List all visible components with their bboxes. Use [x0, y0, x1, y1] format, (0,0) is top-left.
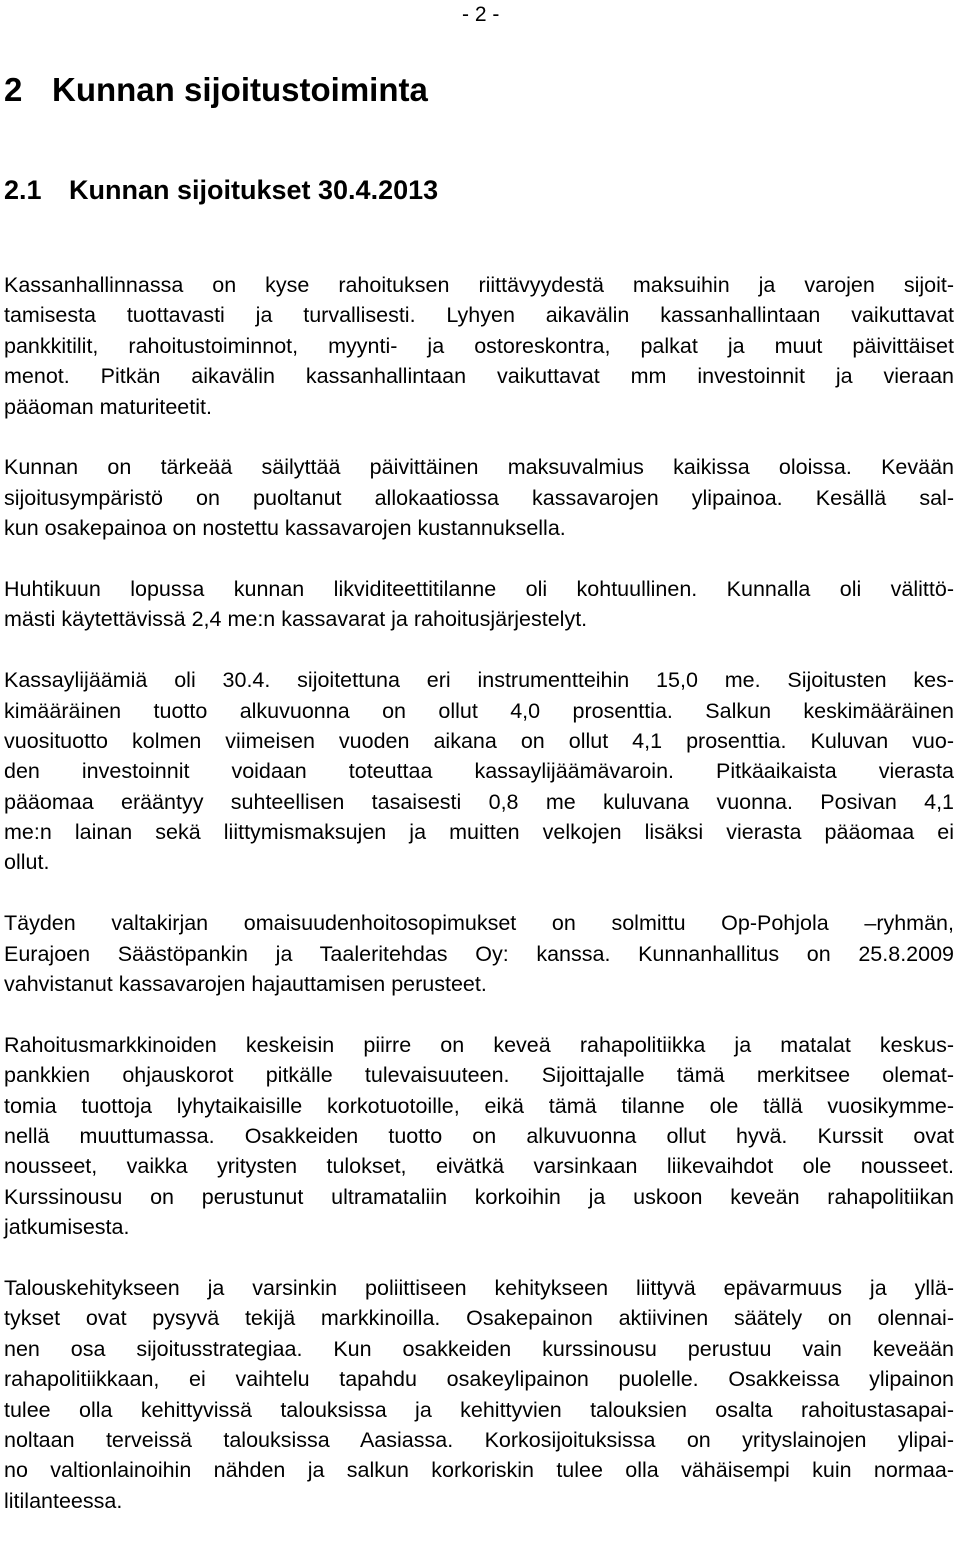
text-line: nellä muuttumassa. Osakkeiden tuotto on alkuvuonna ollut hyvä. Kurssit ovat: [4, 1124, 954, 1149]
text-line: Kassaylijäämiä oli 30.4. sijoitettuna eri instrumentteihin 15,0 me. Sijoitusten kes-: [4, 668, 954, 693]
paragraph: [4, 1030, 954, 1243]
text-line: Kunnan on tärkeää säilyttää päivittäinen maksuvalmius kaikissa oloissa. Kevään: [4, 455, 954, 480]
subsection-title: Kunnan sijoitukset 30.4.2013: [69, 175, 439, 205]
text-line: Huhtikuun lopussa kunnan likviditeettitilanne oli kohtuullinen. Kunnalla oli välittö-: [4, 576, 954, 601]
text-line: kun osakepainoa on nostettu kassavarojen kustannuksella.: [4, 516, 566, 541]
text-line: Täyden valtakirjan omaisuudenhoitosopimukset on solmittu Op-Pohjola –ryhmän,: [4, 911, 954, 936]
section-title: Kunnan sijoitustoiminta: [52, 71, 428, 108]
text-line: den investoinnit voidaan toteuttaa kassaylijäämävaroin. Pitkäaikaista vierasta: [4, 759, 954, 784]
text-line: tykset ovat pysyvä tekijä markkinoilla. Osakepainon aktiivinen säätely on olennai-: [4, 1306, 954, 1331]
document-body: [4, 270, 954, 1547]
text-line: Kurssinousu on perustunut ultramataliin korkoihin ja uskoon keveän rahapolitiikan: [4, 1184, 954, 1209]
text-line: rahapolitiikkaan, ei vaihtelu tapahdu osakeylipainon puolelle. Osakkeissa ylipainon: [4, 1367, 954, 1392]
text-line: Kassanhallinnassa on kyse rahoituksen riittävyydestä maksuihin ja varojen sijoit-: [4, 273, 954, 297]
text-line: mästi käytettävissä 2,4 me:n kassavarat ja rahoitusjärjestelyt.: [4, 607, 588, 632]
subsection-heading: [4, 173, 438, 207]
text-line: Rahoitusmarkkinoiden keskeisin piirre on keveä rahapolitiikka ja matalat keskus-: [4, 1032, 954, 1057]
text-line: Talouskehitykseen ja varsinkin poliittiseen kehitykseen liittyvä epävarmuus ja yllä-: [4, 1275, 954, 1300]
paragraph: [4, 452, 954, 543]
paragraph: [4, 270, 954, 422]
subsection-number: 2.1: [4, 175, 42, 205]
page-number: - 2 -: [462, 3, 500, 26]
text-line: nen osa sijoitusstrategiaa. Kun osakkeiden kurssinousu perustuu vain keveään: [4, 1336, 954, 1361]
text-line: no valtionlainoihin nähden ja salkun korkoriskin tulee olla vähäisempi kuin normaa-: [4, 1458, 954, 1483]
text-line: tulee olla kehittyvissä talouksissa ja kehittyvien talouksien osalta rahoitustasapai-: [4, 1397, 954, 1422]
text-line: pääoman maturiteetit.: [4, 394, 212, 419]
text-line: nousseet, vaikka yritysten tulokset, eivätkä varsinkaan liikevaihdot ole nousseet.: [4, 1154, 954, 1179]
text-line: noltaan terveissä talouksissa Aasiassa. Korkosijoituksissa on yrityslainojen ylipai-: [4, 1427, 954, 1452]
text-line: pankkitilit, rahoitustoiminnot, myynti- ja ostoreskontra, palkat ja muut päivittäiset: [4, 333, 954, 358]
text-line: ollut.: [4, 850, 50, 875]
text-line: kimääräinen tuotto alkuvuonna on ollut 4,0 prosenttia. Salkun keskimääräinen: [4, 698, 954, 723]
text-line: jatkumisesta.: [4, 1215, 130, 1240]
text-line: Eurajoen Säästöpankin ja Taaleritehdas Oy: kanssa. Kunnanhallitus on 25.8.2009: [4, 941, 954, 966]
paragraph: [4, 665, 954, 878]
text-line: tamisesta tuottavasti ja turvallisesti. Lyhyen aikavälin kassanhallintaan vaikuttavat: [4, 303, 954, 328]
text-line: sijoitusympäristö on puoltanut allokaatiossa kassavarojen ylipainoa. Kesällä sal-: [4, 485, 954, 510]
paragraph: [4, 1273, 954, 1516]
text-line: tomia tuottoja lyhytaikaisille korkotuotoille, eikä tämä tilanne ole tällä vuosikymme-: [4, 1093, 954, 1118]
paragraph: [4, 574, 954, 635]
text-line: litilanteessa.: [4, 1488, 123, 1513]
text-line: me:n lainan sekä liittymismaksujen ja muitten velkojen lisäksi vierasta pääomaa ei: [4, 820, 954, 845]
text-line: pääomaa erääntyy suhteellisen tasaisesti 0,8 me kuluvana vuonna. Posivan 4,1: [4, 789, 954, 814]
text-line: menot. Pitkän aikavälin kassanhallintaan vaikuttavat mm investoinnit ja vieraan: [4, 364, 954, 389]
section-heading: [4, 70, 428, 110]
text-line: vahvistanut kassavarojen hajauttamisen perusteet.: [4, 972, 487, 997]
text-line: vuosituotto kolmen viimeisen vuoden aikana on ollut 4,1 prosenttia. Kuluvan vuo-: [4, 728, 954, 753]
text-line: pankkien ohjauskorot pitkälle tulevaisuuteen. Sijoittajalle tämä merkitsee olemat-: [4, 1063, 954, 1088]
section-number: 2: [4, 71, 23, 108]
paragraph: [4, 908, 954, 999]
